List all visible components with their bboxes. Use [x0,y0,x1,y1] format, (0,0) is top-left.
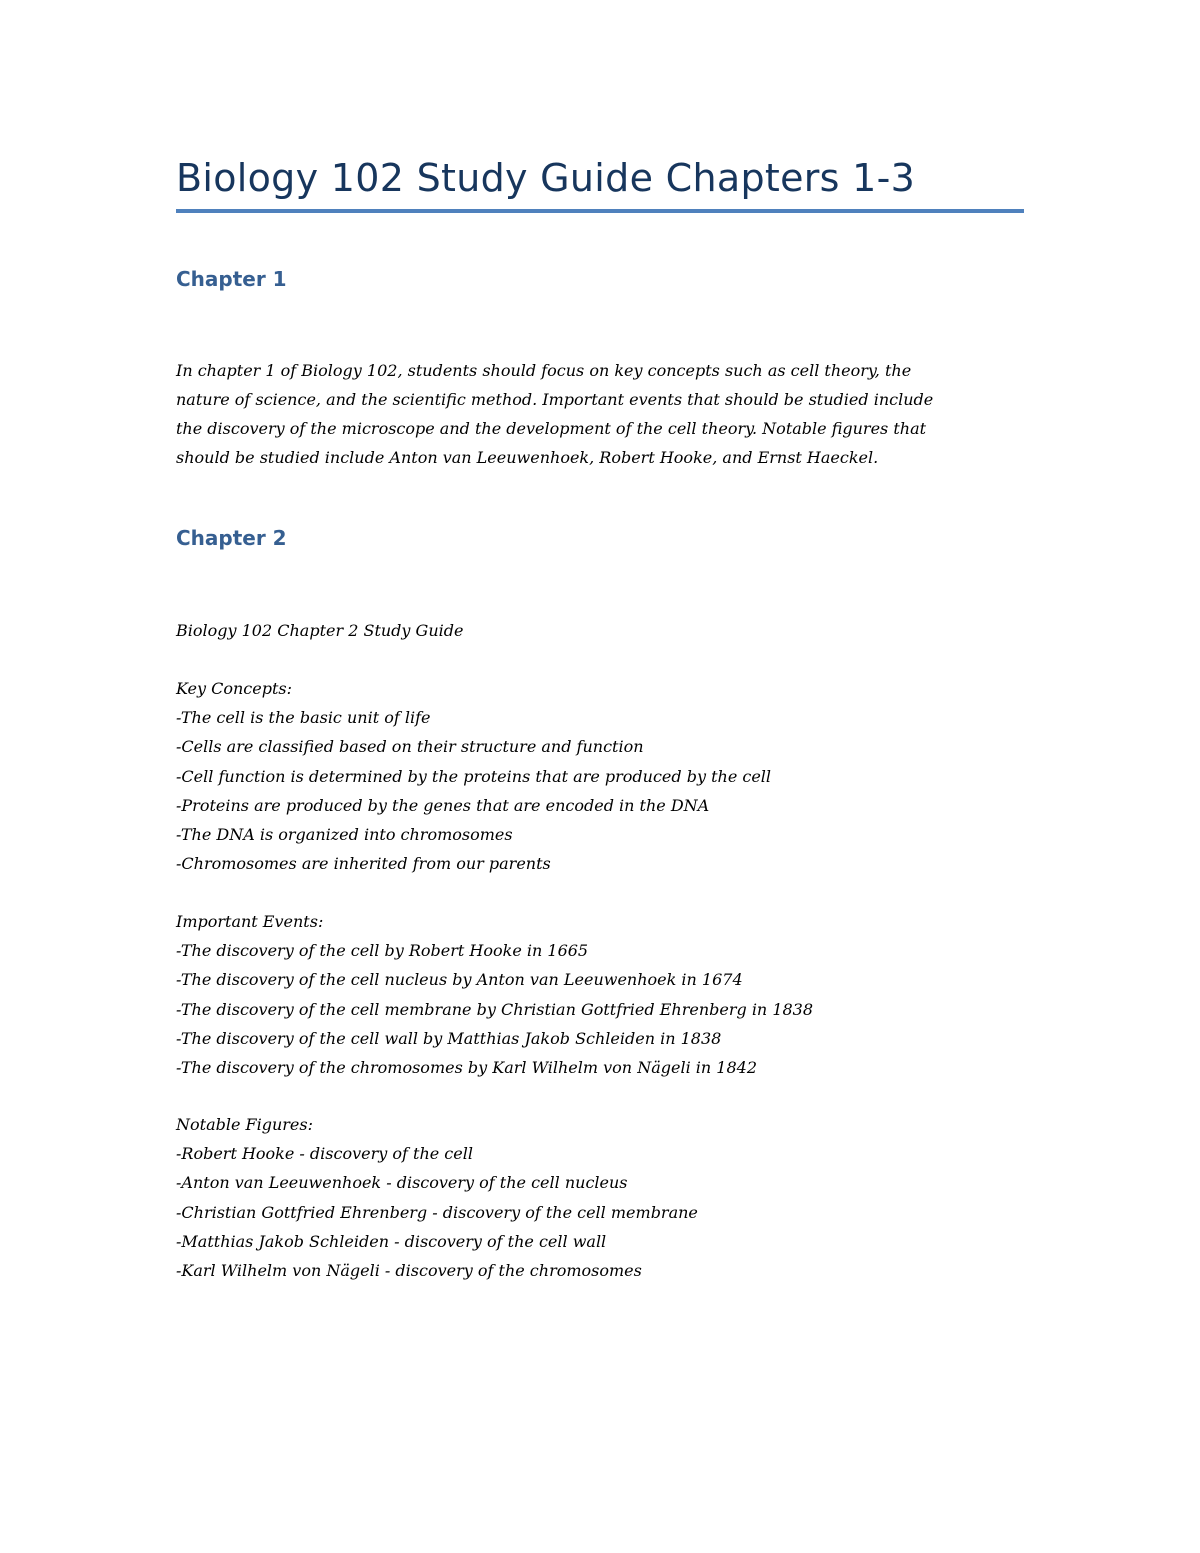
list-item: -Proteins are produced by the genes that are encoded in the DNA [176,795,710,815]
notable-figures-section [176,1110,698,1285]
list-item: -The discovery of the chromosomes by Karl Wilhelm von Nägeli in 1842 [176,1058,757,1078]
chapter-2-subtitle-block [176,616,463,645]
chapter-1-paragraph [176,356,1026,472]
key-concepts-section [176,674,771,878]
list-item: -The cell is the basic unit of life [176,708,431,728]
document-title: Biology 102 Study Guide Chapters 1-3 [176,156,916,200]
key-concepts-label: Key Concepts: [176,679,292,698]
list-item: -Karl Wilhelm von Nägeli - discovery of the chromosomes [176,1261,642,1281]
list-item: -Chromosomes are inherited from our parents [176,854,551,874]
list-item: -Anton van Leeuwenhoek - discovery of the cell nucleus [176,1173,628,1193]
paragraph-line: the discovery of the microscope and the development of the cell theory. Notable figures that [176,419,927,438]
list-item: -The discovery of the cell by Robert Hooke in 1665 [176,941,589,961]
list-item: -Matthias Jakob Schleiden - discovery of the cell wall [176,1231,607,1251]
list-item: -The discovery of the cell wall by Matthias Jakob Schleiden in 1838 [176,1028,722,1048]
paragraph-line: In chapter 1 of Biology 102, students should focus on key concepts such as cell theory, the [176,361,912,380]
important-events-label: Important Events: [176,912,324,931]
paragraph-line: nature of science, and the scientific method. Important events that should be studied include [176,390,934,409]
list-item: -The DNA is organized into chromosomes [176,825,513,845]
list-item: -Cells are classified based on their structure and function [176,737,644,757]
notable-figures-label: Notable Figures: [176,1115,313,1134]
list-item: -The discovery of the cell nucleus by Anton van Leeuwenhoek in 1674 [176,970,743,990]
list-item: -Cell function is determined by the proteins that are produced by the cell [176,766,772,786]
list-item: -Robert Hooke - discovery of the cell [176,1144,473,1164]
chapter-2-heading: Chapter 2 [176,526,287,550]
chapter-2-subtitle: Biology 102 Chapter 2 Study Guide [176,621,464,640]
chapter-1-heading: Chapter 1 [176,267,287,291]
list-item: -Christian Gottfried Ehrenberg - discovery of the cell membrane [176,1202,698,1222]
title-underline-rule [176,209,1024,213]
list-item: -The discovery of the cell membrane by Christian Gottfried Ehrenberg in 1838 [176,999,814,1019]
paragraph-line: should be studied include Anton van Leeuwenhoek, Robert Hooke, and Ernst Haeckel. [176,448,879,467]
important-events-section [176,907,813,1082]
